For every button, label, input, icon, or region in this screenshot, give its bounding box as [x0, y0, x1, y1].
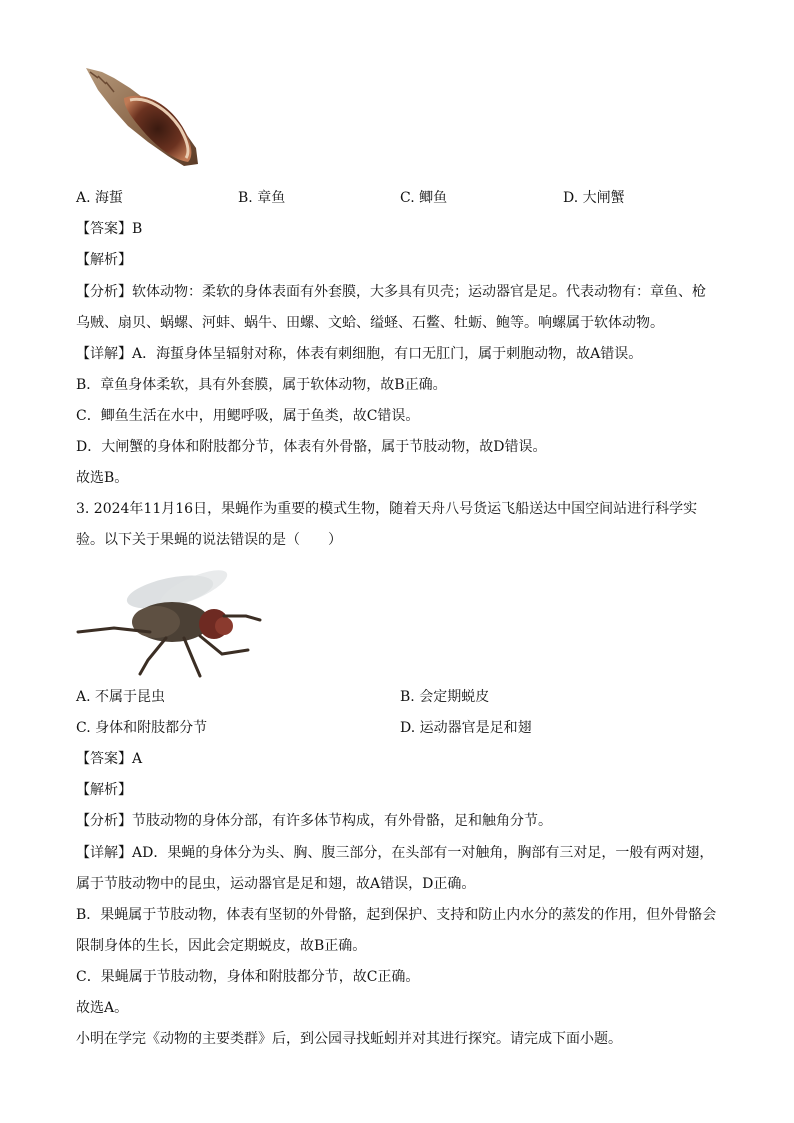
next-section-intro: 小明在学完《动物的主要类群》后，到公园寻找蚯蚓并对其进行探究。请完成下面小题。: [76, 1031, 622, 1047]
answer: 【答案】B: [76, 221, 143, 237]
answer: 【答案】A: [76, 751, 143, 767]
analysis-line: D．大闸蟹的身体和附肢都分节，体表有外骨骼，属于节肢动物，故D错误。: [76, 439, 547, 455]
analysis-line: 故选A。: [76, 1000, 129, 1016]
analysis-line: B．章鱼身体柔软，具有外套膜，属于软体动物，故B正确。: [76, 377, 447, 393]
analysis-heading: 【解析】: [76, 782, 132, 798]
fruit-fly-image: [74, 566, 262, 678]
analysis-line: 限制身体的生长，因此会定期蜕皮，故B正确。: [76, 938, 367, 954]
option-c: C. 身体和附肢都分节: [76, 720, 208, 736]
option-d: D. 大闸蟹: [563, 190, 625, 206]
option-c: C. 鲫鱼: [400, 190, 448, 206]
option-b: B. 章鱼: [238, 190, 286, 206]
analysis-line: 【详解】AD．果蝇的身体分为头、胸、腹三部分，在头部有一对触角，胸部有三对足，一般有两对翅，: [76, 845, 714, 861]
option-a: A. 不属于昆虫: [76, 689, 166, 705]
analysis-line: C．鲫鱼生活在水中，用鳃呼吸，属于鱼类，故C错误。: [76, 408, 420, 424]
analysis-line: 故选B。: [76, 470, 129, 486]
analysis-line: B．果蝇属于节肢动物，体表有坚韧的外骨骼，起到保护、支持和防止内水分的蒸发的作用，但外骨骼会: [76, 907, 717, 923]
option-d: D. 运动器官是足和翅: [400, 720, 532, 736]
question-stem: 3. 2024年11月16日，果蝇作为重要的模式生物，随着天舟八号货运飞船送达中国空间站进行科学实: [76, 501, 698, 517]
analysis-line: 【详解】A．海蜇身体呈辐射对称，体表有刺细胞，有口无肛门，属于刺胞动物，故A错误。: [76, 346, 643, 362]
option-b: B. 会定期蜕皮: [400, 689, 490, 705]
option-a: A. 海蜇: [76, 190, 124, 206]
analysis-heading: 【解析】: [76, 252, 132, 268]
analysis-line: C．果蝇属于节肢动物，身体和附肢都分节，故C正确。: [76, 969, 420, 985]
analysis-line: 乌贼、扇贝、蜗螺、河蚌、蜗牛、田螺、文蛤、缢蛏、石鳖、牡蛎、鲍等。响螺属于软体动物。: [76, 315, 664, 331]
analysis-line: 【分析】软体动物：柔软的身体表面有外套膜，大多具有贝壳；运动器官是足。代表动物有：章鱼、枪: [76, 284, 706, 300]
question-stem: 验。以下关于果蝇的说法错误的是（ ）: [76, 532, 342, 548]
conch-shell-image: [84, 64, 202, 170]
analysis-line: 【分析】节肢动物的身体分部，有许多体节构成，有外骨骼，足和触角分节。: [76, 813, 552, 829]
analysis-line: 属于节肢动物中的昆虫，运动器官是足和翅，故A错误，D正确。: [76, 876, 476, 892]
